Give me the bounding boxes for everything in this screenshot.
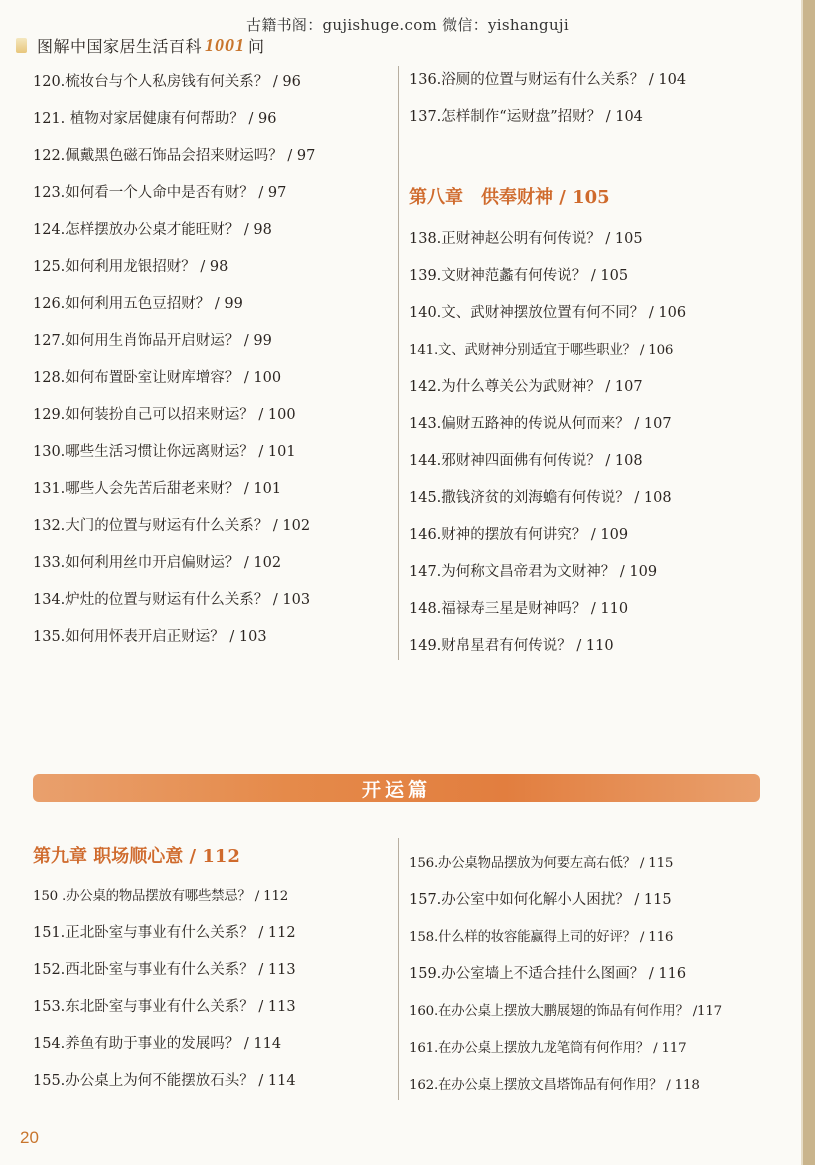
toc-entry[interactable]: 126.如何利用五色豆招财？ / 99 <box>33 296 243 312</box>
toc-list-section2-right <box>409 845 722 1104</box>
chapter-9-heading[interactable]: 第九章 职场顺心意 / 112 <box>33 846 240 867</box>
page-edge <box>803 0 815 1165</box>
chapter-8-heading[interactable]: 第八章 供奉财神 / 105 <box>409 187 610 208</box>
toc-entry[interactable]: 127.如何用生肖饰品开启财运？ / 99 <box>33 333 272 349</box>
toc-entry[interactable]: 140.文、武财神摆放位置有何不同？ / 106 <box>409 305 687 321</box>
toc-entry[interactable]: 124.怎样摆放办公桌才能旺财？ / 98 <box>33 222 272 238</box>
toc-entry[interactable]: 139.文财神范蠡有何传说？ / 105 <box>409 268 629 284</box>
toc-entry[interactable]: 152.西北卧室与事业有什么关系？ / 113 <box>33 962 296 978</box>
toc-entry[interactable]: 151.正北卧室与事业有什么关系？ / 112 <box>33 925 296 941</box>
header-decoration-icon <box>16 38 27 53</box>
toc-entry[interactable]: 121. 植物对家居健康有何帮助？ / 96 <box>33 111 277 127</box>
toc-entry[interactable]: 142.为什么尊关公为武财神？ / 107 <box>409 379 643 395</box>
toc-entry[interactable]: 135.如何用怀表开启正财运？ / 103 <box>33 629 267 645</box>
toc-entry[interactable]: 138.正财神赵公明有何传说？ / 105 <box>409 231 643 247</box>
page-number: 20 <box>20 1128 39 1147</box>
toc-entry[interactable]: 148.福禄寿三星是财神吗？ / 110 <box>409 601 629 617</box>
running-header <box>16 34 265 56</box>
toc-entry[interactable]: 129.如何装扮自己可以招来财运？ / 100 <box>33 407 296 423</box>
toc-entry[interactable]: 132.大门的位置与财运有什么关系？ / 102 <box>33 518 311 534</box>
toc-entry[interactable]: 146.财神的摆放有何讲究？ / 109 <box>409 527 629 543</box>
toc-entry[interactable]: 159.办公室墙上不适合挂什么图画？ / 116 <box>409 966 687 982</box>
toc-list-section1-right-top <box>409 62 686 136</box>
toc-entry[interactable]: 143.偏财五路神的传说从何而来？ / 107 <box>409 416 672 432</box>
toc-entry[interactable]: 125.如何利用龙银招财？ / 98 <box>33 259 229 275</box>
toc-entry[interactable]: 156.办公桌物品摆放为何要左高右低？ / 115 <box>409 856 674 871</box>
column-divider <box>398 66 399 660</box>
toc-entry[interactable]: 157.办公室中如何化解小人困扰？ / 115 <box>409 892 672 908</box>
header-title-number: 1001 <box>205 34 246 55</box>
toc-entry[interactable]: 153.东北卧室与事业有什么关系？ / 113 <box>33 999 296 1015</box>
toc-entry[interactable]: 162.在办公桌上摆放文昌塔饰品有何作用？ / 118 <box>409 1078 700 1093</box>
toc-list-section2-left <box>33 878 296 1100</box>
toc-entry[interactable]: 123.如何看一个人命中是否有财？ / 97 <box>33 185 287 201</box>
toc-entry[interactable]: 145.撒钱济贫的刘海蟾有何传说？ / 108 <box>409 490 672 506</box>
toc-entry[interactable]: 154.养鱼有助于事业的发展吗？ / 114 <box>33 1036 282 1052</box>
watermark: 古籍书阁：gujishuge.com 微信：yishanguji <box>246 16 569 34</box>
toc-entry[interactable]: 136.浴厕的位置与财运有什么关系？ / 104 <box>409 72 687 88</box>
part-banner-title: 开运篇 <box>361 778 431 801</box>
column-divider-2 <box>398 838 399 1100</box>
toc-entry[interactable]: 149.财帛星君有何传说？ / 110 <box>409 638 614 654</box>
toc-entry[interactable]: 122.佩戴黑色磁石饰品会招来财运吗？ / 97 <box>33 148 316 164</box>
toc-entry[interactable]: 120.梳妆台与个人私房钱有何关系？ / 96 <box>33 74 301 90</box>
toc-entry[interactable]: 150 .办公桌的物品摆放有哪些禁忌？ / 112 <box>33 889 289 904</box>
toc-entry[interactable]: 144.邪财神四面佛有何传说？ / 108 <box>409 453 643 469</box>
toc-entry[interactable]: 128.如何布置卧室让财库增容？ / 100 <box>33 370 282 386</box>
toc-entry[interactable]: 155.办公桌上为何不能摆放石头？ / 114 <box>33 1073 296 1089</box>
toc-entry[interactable]: 133.如何利用丝巾开启偏财运？ / 102 <box>33 555 282 571</box>
toc-list-section1-left <box>33 64 315 656</box>
toc-entry[interactable]: 130.哪些生活习惯让你远离财运？ / 101 <box>33 444 296 460</box>
toc-entry[interactable]: 161.在办公桌上摆放九龙笔筒有何作用？ / 117 <box>409 1041 687 1056</box>
toc-entry[interactable]: 137.怎样制作“运财盘”招财？ / 104 <box>409 109 643 125</box>
toc-list-section1-right-bottom <box>409 221 686 665</box>
toc-entry[interactable]: 160.在办公桌上摆放大鹏展翅的饰品有何作用？ /117 <box>409 1004 722 1019</box>
part-banner <box>33 774 760 802</box>
toc-entry[interactable]: 134.炉灶的位置与财运有什么关系？ / 103 <box>33 592 311 608</box>
toc-entry[interactable]: 147.为何称文昌帝君为文财神？ / 109 <box>409 564 658 580</box>
toc-entry[interactable]: 141.文、武财神分别适宜于哪些职业？ / 106 <box>409 343 674 358</box>
header-title-pre: 图解中国家居生活百科 <box>37 36 203 56</box>
header-title-post: 问 <box>248 36 265 56</box>
toc-entry[interactable]: 131.哪些人会先苦后甜老来财？ / 101 <box>33 481 282 497</box>
toc-entry[interactable]: 158.什么样的妆容能赢得上司的好评？ / 116 <box>409 930 674 945</box>
